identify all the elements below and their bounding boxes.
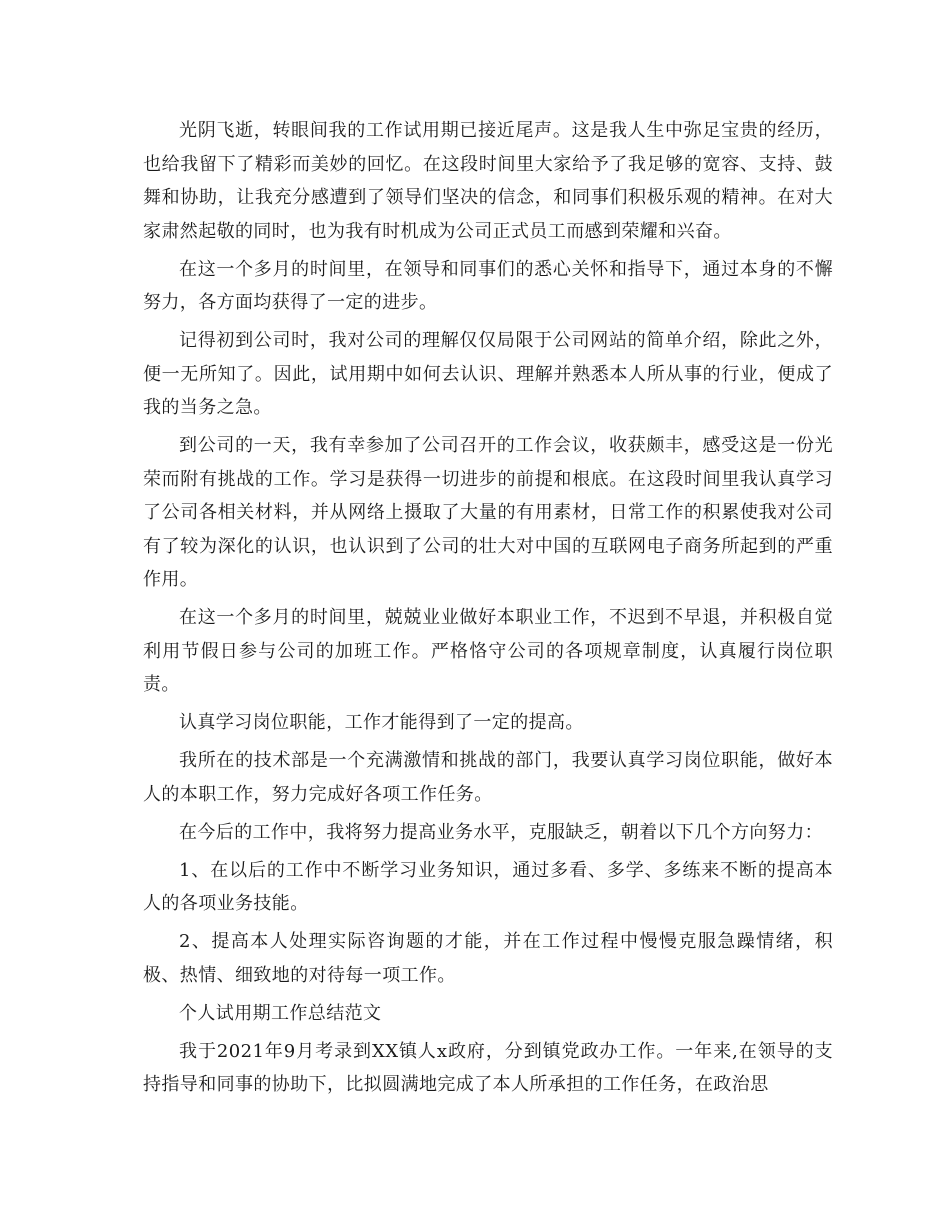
paragraph-first-meeting: 到公司的一天，我有幸参加了公司召开的工作会议，收获颇丰，感受这是一份光荣而附有挑战的工作。学习是获得一切进步的前提和根底。在这段时间里我认真学习了公司各相关材料，并从网络上摄取了大量的有用素材，日常工作的积累使我对公司有了较为深化的认识，也认识到了公司的壮大对中国的互联网电子商务所起到的严重作用。 — [143, 435, 833, 590]
list-item-2: 2、提高本人处理实际咨询题的才能，并在工作过程中慢慢克服急躁情绪，积极、热情、细致地的对待每一项工作。 — [143, 931, 833, 986]
paragraph-future-directions: 在今后的工作中，我将努力提高业务水平，克服缺乏，朝着以下几个方向努力： — [179, 821, 823, 843]
paragraph-sample-opening: 我于2021年9月考录到XX镇人x政府，分到镇党政办工作。一年来,在领导的支持指导和同事的协助下，比拟圆满地完成了本人所承担的工作任务，在政治思 — [143, 1040, 833, 1095]
paragraph-progress: 在这一个多月的时间里，在领导和同事们的悉心关怀和指导下，通过本身的不懈努力，各方面均获得了一定的进步。 — [143, 258, 833, 313]
paragraph-intro: 光阴飞逝，转眼间我的工作试用期已接近尾声。这是我人生中弥足宝贵的经历，也给我留下了精彩而美妙的回忆。在这段时间里大家给予了我足够的宽容、支持、鼓舞和协助，让我充分感遭到了领导们坚决的信念，和同事们积极乐观的精神。在对大家肃然起敬的同时，也为我有时机成为公司正式员工而感到荣耀和兴奋。 — [143, 120, 833, 242]
list-item-1: 1、在以后的工作中不断学习业务知识，通过多看、多学、多练来不断的提高本人的各项业务技能。 — [143, 859, 833, 914]
paragraph-diligence: 在这一个多月的时间里，兢兢业业做好本职业工作，不迟到不早退，并积极自觉利用节假日参与公司的加班工作。严格恪守公司的各项规章制度，认真履行岗位职责。 — [143, 607, 833, 695]
section-title: 个人试用期工作总结范文 — [179, 1002, 382, 1024]
paragraph-department: 我所在的技术部是一个充满激情和挑战的部门，我要认真学习岗位职能，做好本人的本职工作，努力完成好各项工作任务。 — [143, 750, 833, 805]
paragraph-skills-heading: 认真学习岗位职能，工作才能得到了一定的提高。 — [179, 712, 584, 733]
paragraph-first-days: 记得初到公司时，我对公司的理解仅仅局限于公司网站的简单介绍，除此之外，便一无所知了。因此，试用期中如何去认识、理解并熟悉本人所从事的行业，便成了我的当务之急。 — [143, 330, 833, 418]
document-page — [143, 114, 833, 1106]
